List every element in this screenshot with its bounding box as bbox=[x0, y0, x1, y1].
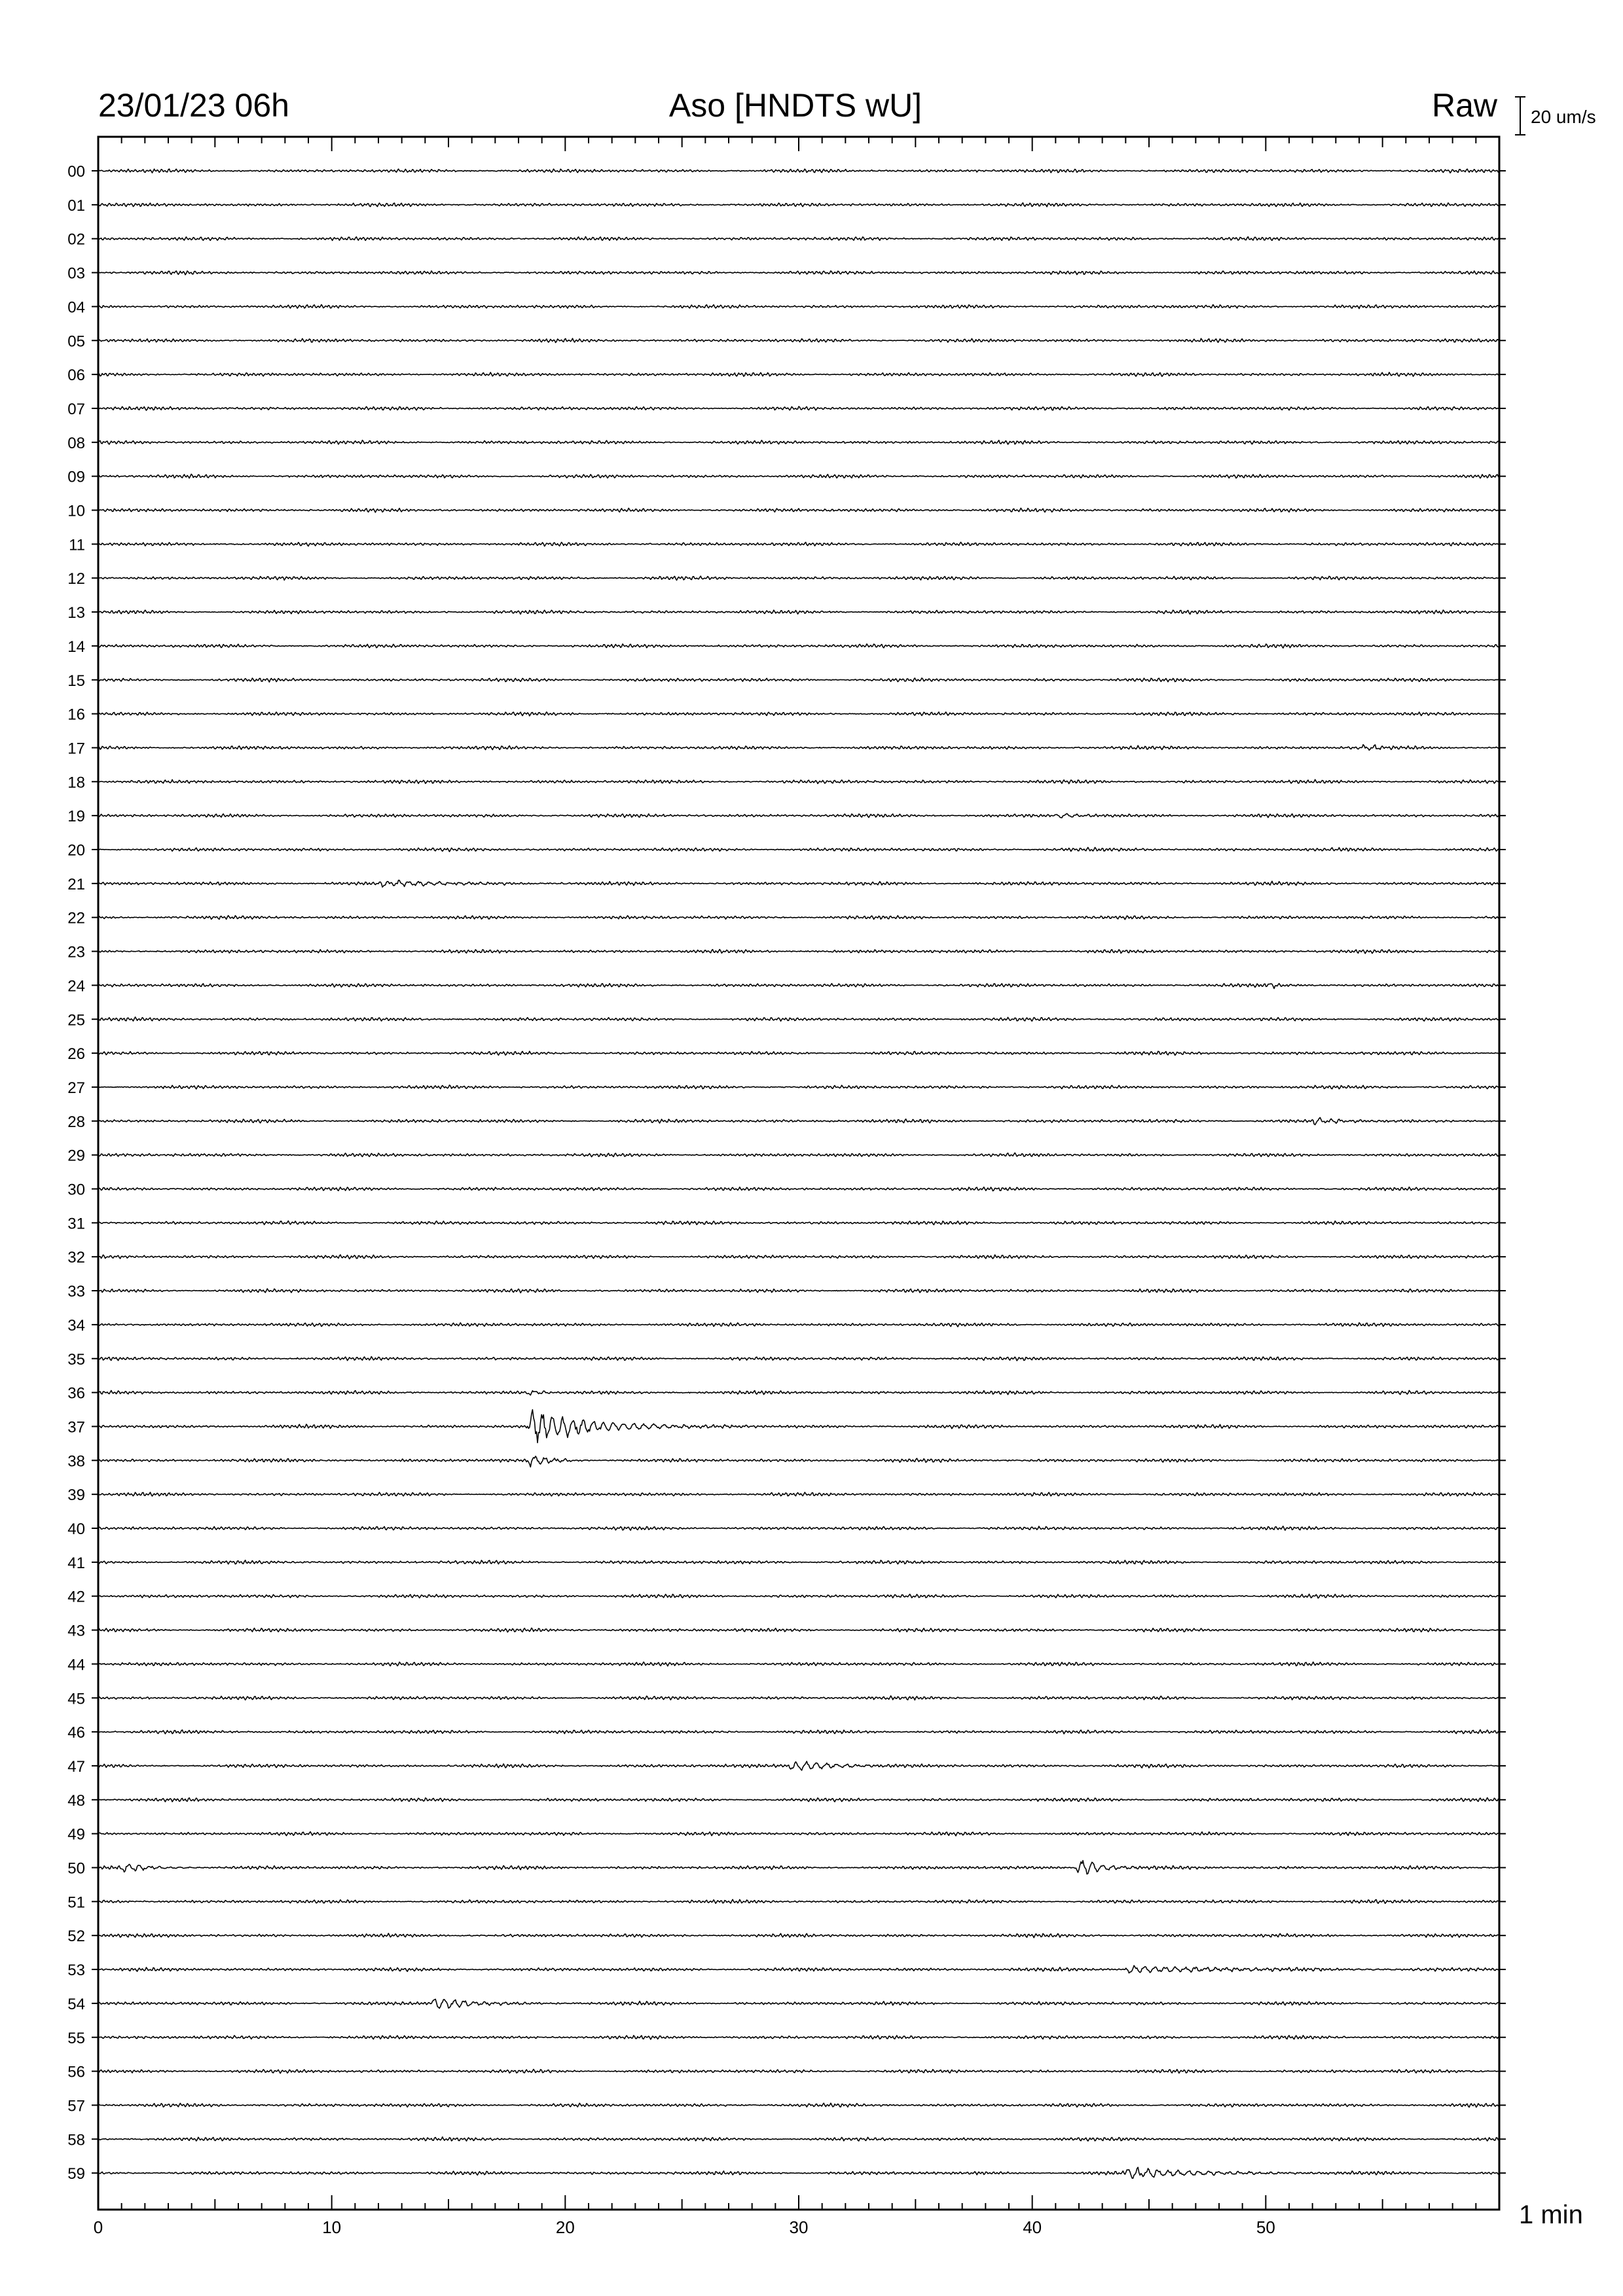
seismic-trace-47 bbox=[98, 1761, 1499, 1770]
trace-row-50 bbox=[67, 1860, 1506, 1878]
seismic-trace-29 bbox=[98, 1153, 1499, 1157]
row-label-06: 06 bbox=[67, 367, 85, 385]
trace-row-54 bbox=[67, 1996, 1506, 2013]
trace-row-59 bbox=[67, 2165, 1506, 2183]
row-label-19: 19 bbox=[67, 808, 85, 826]
row-label-27: 27 bbox=[67, 1079, 85, 1097]
trace-row-33 bbox=[67, 1283, 1506, 1300]
trace-row-02 bbox=[67, 231, 1506, 249]
trace-row-45 bbox=[67, 1690, 1506, 1708]
trace-row-32 bbox=[67, 1249, 1506, 1266]
trace-row-58 bbox=[67, 2131, 1506, 2149]
trace-row-42 bbox=[67, 1588, 1506, 1606]
seismic-trace-36 bbox=[98, 1391, 1499, 1395]
seismic-trace-39 bbox=[98, 1492, 1499, 1496]
trace-row-09 bbox=[67, 469, 1506, 486]
row-label-52: 52 bbox=[67, 1928, 85, 1946]
trace-row-48 bbox=[67, 1792, 1506, 1810]
seismic-trace-42 bbox=[98, 1594, 1499, 1598]
seismic-trace-33 bbox=[98, 1289, 1499, 1293]
trace-row-04 bbox=[67, 298, 1506, 316]
seismic-trace-10 bbox=[98, 508, 1499, 512]
x-axis-unit-label: 1 min bbox=[1519, 2200, 1583, 2229]
trace-row-17 bbox=[67, 740, 1506, 757]
trace-rows bbox=[67, 163, 1506, 2183]
trace-row-05 bbox=[67, 332, 1506, 350]
row-label-49: 49 bbox=[67, 1825, 85, 1844]
row-label-01: 01 bbox=[67, 196, 85, 215]
seismic-trace-51 bbox=[98, 1899, 1499, 1903]
row-label-28: 28 bbox=[67, 1113, 85, 1131]
trace-row-38 bbox=[67, 1452, 1506, 1470]
row-label-17: 17 bbox=[67, 740, 85, 758]
seismic-trace-26 bbox=[98, 1051, 1499, 1055]
row-label-21: 21 bbox=[67, 875, 85, 893]
seismic-trace-18 bbox=[98, 780, 1499, 783]
amplitude-scale-label: 20 um/s bbox=[1531, 107, 1596, 127]
seismic-trace-59 bbox=[98, 2167, 1499, 2178]
trace-row-36 bbox=[67, 1385, 1506, 1403]
row-label-32: 32 bbox=[67, 1249, 85, 1267]
row-label-11: 11 bbox=[69, 536, 85, 554]
trace-row-18 bbox=[67, 774, 1506, 791]
seismic-trace-27 bbox=[98, 1085, 1499, 1089]
seismic-trace-24 bbox=[98, 984, 1499, 989]
seismic-trace-15 bbox=[98, 678, 1499, 682]
seismic-trace-41 bbox=[98, 1560, 1499, 1564]
row-label-25: 25 bbox=[67, 1011, 85, 1030]
trace-row-19 bbox=[67, 808, 1506, 825]
seismic-trace-57 bbox=[98, 2103, 1499, 2107]
row-label-08: 08 bbox=[67, 434, 85, 452]
trace-row-26 bbox=[67, 1045, 1506, 1063]
trace-row-06 bbox=[67, 367, 1506, 384]
trace-row-41 bbox=[67, 1554, 1506, 1572]
row-label-47: 47 bbox=[67, 1757, 85, 1776]
seismic-trace-21 bbox=[98, 880, 1499, 888]
row-label-50: 50 bbox=[67, 1859, 85, 1878]
seismic-trace-28 bbox=[98, 1118, 1499, 1125]
row-label-59: 59 bbox=[67, 2165, 85, 2183]
row-label-44: 44 bbox=[67, 1656, 85, 1674]
trace-row-31 bbox=[67, 1215, 1506, 1232]
seismic-trace-22 bbox=[98, 916, 1499, 920]
row-label-48: 48 bbox=[67, 1791, 85, 1810]
seismic-trace-48 bbox=[98, 1798, 1499, 1802]
seismic-trace-17 bbox=[98, 745, 1499, 751]
seismic-trace-13 bbox=[98, 610, 1499, 614]
row-label-04: 04 bbox=[67, 298, 85, 317]
seismic-trace-30 bbox=[98, 1187, 1499, 1191]
row-label-18: 18 bbox=[67, 774, 85, 792]
seismic-trace-25 bbox=[98, 1017, 1499, 1021]
seismic-trace-20 bbox=[98, 848, 1499, 852]
row-label-05: 05 bbox=[67, 332, 85, 351]
trace-row-37 bbox=[67, 1410, 1506, 1443]
x-tick-label-30: 30 bbox=[789, 2217, 809, 2237]
seismic-trace-58 bbox=[98, 2137, 1499, 2141]
trace-row-34 bbox=[67, 1317, 1506, 1335]
row-label-09: 09 bbox=[67, 468, 85, 486]
row-label-37: 37 bbox=[67, 1418, 85, 1437]
row-label-14: 14 bbox=[67, 637, 85, 656]
trace-row-00 bbox=[67, 163, 1506, 181]
seismic-trace-05 bbox=[98, 338, 1499, 342]
seismic-trace-07 bbox=[98, 406, 1499, 410]
row-label-56: 56 bbox=[67, 2063, 85, 2081]
row-label-30: 30 bbox=[67, 1181, 85, 1199]
row-label-31: 31 bbox=[67, 1215, 85, 1233]
trace-row-29 bbox=[67, 1147, 1506, 1165]
filter-mode-label: Raw bbox=[1431, 87, 1497, 124]
trace-row-11 bbox=[69, 536, 1506, 554]
row-label-34: 34 bbox=[67, 1316, 85, 1335]
trace-row-56 bbox=[67, 2064, 1506, 2081]
seismic-trace-12 bbox=[98, 576, 1499, 580]
seismic-trace-38 bbox=[98, 1456, 1499, 1467]
trace-row-23 bbox=[67, 944, 1506, 961]
row-label-16: 16 bbox=[67, 706, 85, 724]
trace-row-28 bbox=[67, 1113, 1506, 1131]
row-label-55: 55 bbox=[67, 2029, 85, 2047]
trace-row-51 bbox=[67, 1893, 1506, 1911]
row-label-03: 03 bbox=[67, 264, 85, 283]
seismic-trace-49 bbox=[98, 1832, 1499, 1836]
seismic-trace-44 bbox=[98, 1662, 1499, 1666]
trace-row-10 bbox=[67, 503, 1506, 520]
seismic-trace-40 bbox=[98, 1526, 1499, 1530]
seismic-trace-08 bbox=[98, 440, 1499, 444]
trace-row-27 bbox=[67, 1079, 1506, 1097]
seismic-trace-31 bbox=[98, 1221, 1499, 1225]
row-label-20: 20 bbox=[67, 842, 85, 859]
trace-row-15 bbox=[67, 672, 1506, 690]
row-label-54: 54 bbox=[67, 1995, 85, 2013]
row-label-36: 36 bbox=[67, 1384, 85, 1403]
row-label-42: 42 bbox=[67, 1588, 85, 1606]
row-label-12: 12 bbox=[67, 570, 85, 588]
seismic-trace-14 bbox=[98, 644, 1499, 648]
row-label-07: 07 bbox=[67, 400, 85, 418]
trace-row-55 bbox=[67, 2030, 1506, 2047]
seismic-trace-09 bbox=[98, 474, 1499, 478]
trace-row-43 bbox=[67, 1623, 1506, 1640]
seismic-trace-23 bbox=[98, 950, 1499, 954]
row-label-40: 40 bbox=[67, 1520, 85, 1538]
row-label-15: 15 bbox=[67, 672, 85, 690]
row-label-29: 29 bbox=[67, 1147, 85, 1165]
seismic-trace-02 bbox=[98, 237, 1499, 241]
seismic-trace-46 bbox=[98, 1730, 1499, 1734]
seismic-trace-04 bbox=[98, 304, 1499, 308]
seismic-trace-50 bbox=[98, 1861, 1499, 1874]
row-label-23: 23 bbox=[67, 943, 85, 961]
trace-row-40 bbox=[67, 1520, 1506, 1538]
seismic-trace-53 bbox=[98, 1965, 1499, 1973]
seismic-trace-52 bbox=[98, 1933, 1499, 1938]
seismic-trace-11 bbox=[98, 542, 1499, 546]
trace-row-44 bbox=[67, 1656, 1506, 1674]
trace-row-52 bbox=[67, 1928, 1506, 1945]
row-label-39: 39 bbox=[67, 1486, 85, 1505]
seismic-trace-03 bbox=[98, 271, 1499, 275]
seismic-trace-55 bbox=[98, 2036, 1499, 2039]
x-tick-label-20: 20 bbox=[555, 2217, 575, 2237]
trace-row-22 bbox=[67, 910, 1506, 927]
row-label-53: 53 bbox=[67, 1962, 85, 1980]
x-tick-label-50: 50 bbox=[1256, 2217, 1275, 2237]
seismic-trace-32 bbox=[98, 1255, 1499, 1259]
date-hour-label: 23/01/23 06h bbox=[98, 87, 289, 124]
trace-row-30 bbox=[67, 1181, 1506, 1199]
seismic-trace-16 bbox=[98, 712, 1499, 716]
trace-row-35 bbox=[67, 1351, 1506, 1369]
row-label-58: 58 bbox=[67, 2131, 85, 2149]
seismic-trace-35 bbox=[98, 1357, 1499, 1361]
trace-row-25 bbox=[67, 1011, 1506, 1029]
row-label-33: 33 bbox=[67, 1283, 85, 1301]
row-label-26: 26 bbox=[67, 1045, 85, 1064]
trace-row-21 bbox=[67, 876, 1506, 893]
row-label-51: 51 bbox=[67, 1893, 85, 1912]
seismic-trace-00 bbox=[98, 169, 1499, 173]
seismic-trace-54 bbox=[98, 2000, 1499, 2009]
row-label-43: 43 bbox=[67, 1622, 85, 1640]
seismic-trace-01 bbox=[98, 203, 1499, 207]
row-label-46: 46 bbox=[67, 1724, 85, 1742]
trace-row-20 bbox=[67, 842, 1506, 859]
seismic-trace-34 bbox=[98, 1323, 1499, 1327]
seismic-trace-56 bbox=[98, 2070, 1499, 2073]
row-label-13: 13 bbox=[67, 604, 85, 622]
trace-row-47 bbox=[67, 1758, 1506, 1776]
seismic-trace-06 bbox=[98, 372, 1499, 376]
seismic-trace-43 bbox=[98, 1628, 1499, 1632]
trace-row-16 bbox=[67, 706, 1506, 724]
trace-row-14 bbox=[67, 638, 1506, 656]
row-label-22: 22 bbox=[67, 909, 85, 927]
x-tick-label-0: 0 bbox=[93, 2217, 103, 2237]
seismic-trace-37 bbox=[98, 1410, 1499, 1443]
seismic-trace-19 bbox=[98, 814, 1499, 817]
row-label-24: 24 bbox=[67, 977, 85, 996]
trace-row-53 bbox=[67, 1962, 1506, 1979]
row-label-10: 10 bbox=[67, 502, 85, 520]
trace-row-07 bbox=[67, 401, 1506, 418]
trace-row-39 bbox=[67, 1486, 1506, 1504]
row-label-57: 57 bbox=[67, 2097, 85, 2115]
trace-row-13 bbox=[67, 604, 1506, 622]
trace-row-01 bbox=[67, 197, 1506, 215]
plot-frame bbox=[98, 137, 1499, 2210]
trace-row-49 bbox=[67, 1826, 1506, 1844]
seismic-trace-45 bbox=[98, 1696, 1499, 1700]
trace-row-12 bbox=[67, 570, 1506, 588]
trace-row-24 bbox=[67, 977, 1506, 995]
x-tick-label-10: 10 bbox=[322, 2217, 342, 2237]
row-label-35: 35 bbox=[67, 1350, 85, 1369]
trace-row-08 bbox=[67, 435, 1506, 452]
chart-title: Aso [HNDTS wU] bbox=[668, 87, 922, 124]
row-label-41: 41 bbox=[67, 1554, 85, 1572]
trace-row-46 bbox=[67, 1724, 1506, 1742]
row-label-02: 02 bbox=[67, 230, 85, 249]
row-label-45: 45 bbox=[67, 1690, 85, 1708]
x-axis-ticks bbox=[94, 137, 1499, 2237]
x-tick-label-40: 40 bbox=[1023, 2217, 1042, 2237]
trace-row-03 bbox=[67, 265, 1506, 283]
trace-row-57 bbox=[67, 2097, 1506, 2115]
row-label-00: 00 bbox=[67, 163, 85, 181]
row-label-38: 38 bbox=[67, 1452, 85, 1471]
